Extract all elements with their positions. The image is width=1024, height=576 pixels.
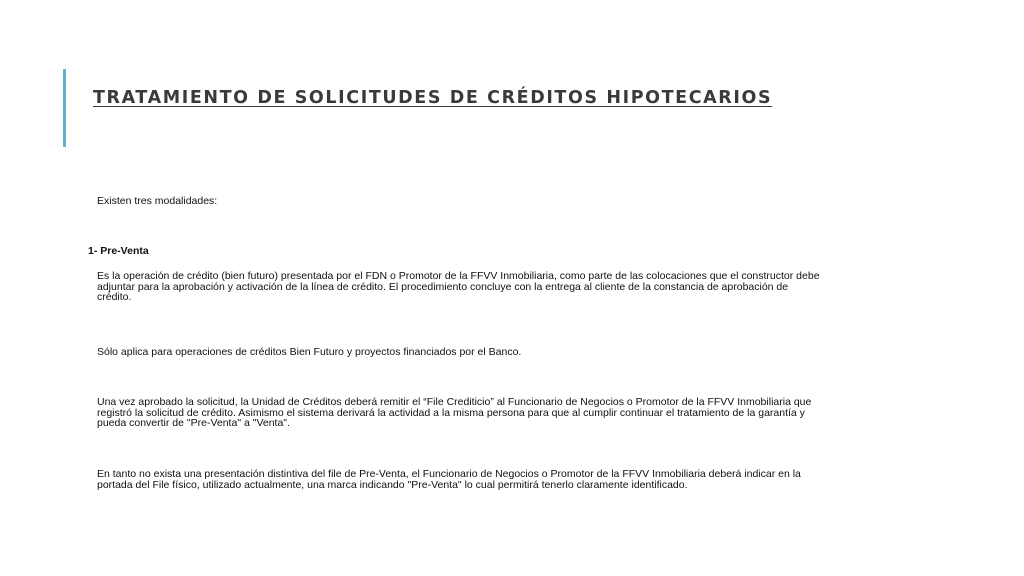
paragraph-pre-venta-definition <box>97 271 897 303</box>
paragraph-line: En tanto no exista una presentación distintiva del file de Pre-Venta, el Funcionario de Negocios o Promotor de la FFVV Inmobiliaria deberá indicar en la <box>97 468 801 480</box>
title-accent-bar <box>63 69 66 147</box>
intro-text: Existen tres modalidades: <box>97 195 218 207</box>
paragraph-approval-process <box>97 397 897 429</box>
paragraph-file-marking <box>97 469 897 490</box>
paragraph-line: portada del File físico, utilizado actualmente, una marca indicando "Pre-Venta" lo cual permitirá tenerlo claramente identificado. <box>97 478 688 491</box>
paragraph-line: Sólo aplica para operaciones de créditos Bien Futuro y proyectos financiados por el Banco. <box>97 346 522 358</box>
paragraph-scope <box>97 347 897 358</box>
paragraph-line: Es la operación de crédito (bien futuro) presentada por el FDN o Promotor de la FFVV Inmobiliaria, como parte de las colocaciones que el constructor debe <box>97 270 820 282</box>
paragraph-line: pueda convertir de "Pre-Venta" a "Venta". <box>97 417 290 429</box>
slide-title: TRATAMIENTO DE SOLICITUDES DE CRÉDITOS HIPOTECARIOS <box>93 88 773 108</box>
section-heading: 1- Pre-Venta <box>88 245 149 257</box>
paragraph-line: registró la solicitud de crédito. Asimismo el sistema derivará la actividad a la misma persona para que al cumplir continuar el tratamiento de la garantía y <box>97 406 805 419</box>
paragraph-line: adjuntar para la aprobación y activación de la línea de crédito. El procedimiento concluye con la entrega al cliente de la constancia de aprobación de <box>97 280 789 293</box>
paragraph-line: Una vez aprobado la solicitud, la Unidad de Créditos deberá remitir el “File Crediticio” al Funcionario de Negocios o Promotor de la FFVV Inmobiliaria que <box>97 396 812 408</box>
paragraph-line: crédito. <box>97 291 132 303</box>
